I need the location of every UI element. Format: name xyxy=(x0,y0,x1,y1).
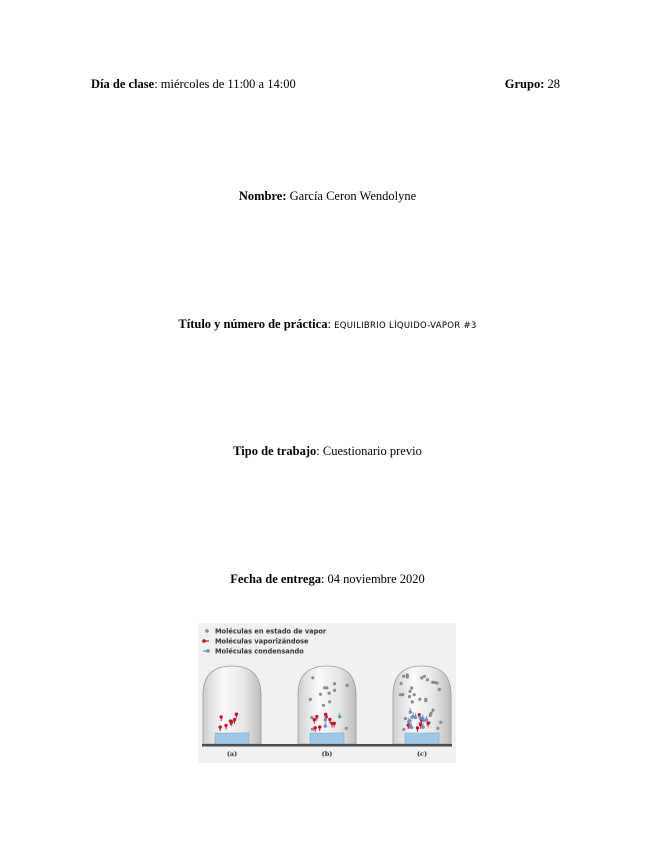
legend-vapor: Moléculas en estado de vapor xyxy=(215,627,327,636)
vapor-molecule xyxy=(346,684,349,687)
liquid-dish xyxy=(405,733,439,744)
vapor-molecule xyxy=(402,728,405,731)
practice-title xyxy=(0,316,655,334)
vapor-molecule xyxy=(404,717,407,720)
vapor-molecule xyxy=(439,721,442,724)
name-value: García Ceron Wendolyne xyxy=(286,189,417,203)
caption-a: (a) xyxy=(226,750,238,758)
vapor-molecule xyxy=(424,699,427,702)
vapor-molecule xyxy=(430,712,433,715)
bell-jar-a xyxy=(203,666,261,744)
vapor-molecule xyxy=(322,704,325,707)
work-type xyxy=(0,443,655,459)
figure-legend xyxy=(202,628,327,656)
blue-arrow-icon xyxy=(203,649,210,653)
vapor-molecule xyxy=(333,682,336,685)
group-value: 28 xyxy=(544,77,560,91)
class-day xyxy=(91,76,296,92)
vapor-molecule xyxy=(323,686,326,689)
vapor-molecule xyxy=(406,673,409,676)
liquid-dish xyxy=(310,733,344,744)
bell-jar-glass xyxy=(298,666,356,744)
bell-jar-c xyxy=(393,666,451,744)
due-date xyxy=(0,571,655,587)
vapor-molecule xyxy=(333,689,336,692)
class-day-label: Día de clase xyxy=(91,77,155,91)
vapor-molecule xyxy=(400,682,403,685)
vapor-molecule xyxy=(433,681,436,684)
due-date-value: : 04 noviembre 2020 xyxy=(320,572,425,586)
student-name xyxy=(0,188,655,204)
vapor-molecule xyxy=(311,676,314,679)
name-label: Nombre: xyxy=(238,189,287,203)
vapor-molecule xyxy=(436,727,439,730)
vapor-molecule xyxy=(319,693,322,696)
liquid-dish xyxy=(215,733,249,744)
legend-vaporizing: Moléculas vaporizándose xyxy=(215,637,309,646)
vapor-molecule xyxy=(438,688,441,691)
legend-condensing: Moléculas condensando xyxy=(215,647,304,656)
caption-b: (b) xyxy=(321,750,333,758)
practice-sep: : xyxy=(327,317,335,331)
vapor-molecule xyxy=(418,698,421,701)
figure-baseline xyxy=(202,744,452,747)
vapor-molecule xyxy=(328,700,331,703)
vapor-molecule xyxy=(420,676,423,679)
practice-value: EQUILIBRIO LÍQUIDO-VAPOR #3 xyxy=(334,321,477,331)
vapor-molecule xyxy=(413,693,416,696)
class-day-value: : miércoles de 11:00 a 14:00 xyxy=(154,77,296,91)
vapor-equilibrium-figure xyxy=(198,623,456,763)
work-type-label: Tipo de trabajo xyxy=(233,444,317,458)
group xyxy=(505,76,560,92)
vapor-molecule xyxy=(423,675,426,678)
figure-drawing xyxy=(198,623,456,763)
vapor-molecule xyxy=(431,709,434,712)
vapor-molecule xyxy=(410,686,413,689)
work-type-value: : Cuestionario previo xyxy=(316,444,422,458)
vapor-molecule xyxy=(402,675,405,678)
red-arrow-icon xyxy=(202,639,209,643)
vapor-molecule xyxy=(409,690,412,693)
vapor-molecule xyxy=(408,695,411,698)
vapor-molecule xyxy=(426,678,429,681)
vapor-molecule xyxy=(309,698,312,701)
bell-jar-glass xyxy=(203,666,261,744)
practice-label: Título y número de práctica xyxy=(178,317,328,331)
caption-c: (c) xyxy=(416,750,428,758)
due-date-label: Fecha de entrega xyxy=(230,572,321,586)
vapor-molecule xyxy=(401,693,404,696)
vapor-molecule xyxy=(328,692,331,695)
bell-jar-b xyxy=(298,666,356,744)
vapor-molecule xyxy=(411,700,414,703)
gray-dot-icon xyxy=(205,629,209,633)
vapor-molecule xyxy=(345,727,348,730)
group-label: Grupo: xyxy=(504,77,545,91)
